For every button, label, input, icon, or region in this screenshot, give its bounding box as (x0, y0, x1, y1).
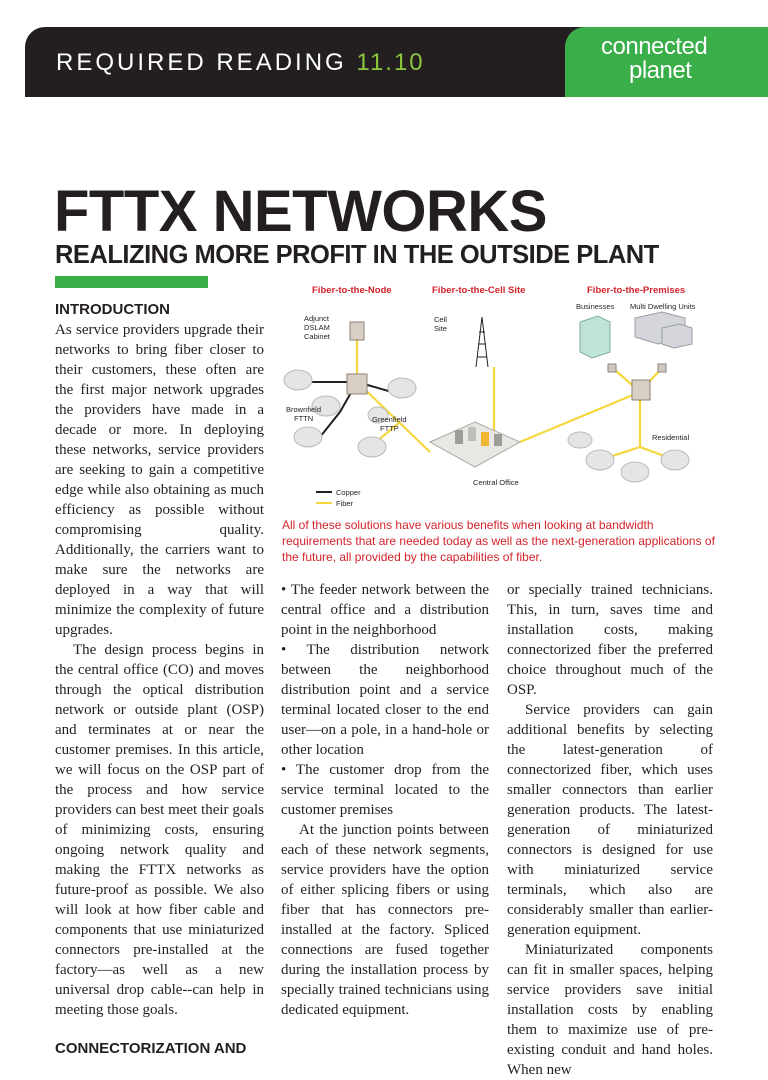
title-accent-bar (55, 276, 208, 288)
bullet-drop: • The customer drop from the service terminal located to the customer premises (281, 762, 489, 818)
section-name: REQUIRED READING (56, 49, 347, 76)
header-bar (25, 27, 768, 97)
heading-fiber-to-premises: Fiber-to-the-Premises (587, 285, 686, 296)
column-3 (507, 580, 713, 1080)
intro-paragraph-2: The design process begins in the central office (CO) and moves through the optical distribution network or outside plant (OSP) and terminates at or near the customer premises. In this article, we will focus on the OSP part of the process and how service providers can best meet their goals of minimizing costs, ensuring ongoing network quality and making the FTTX networks as future-proof as possible. We also will look at how fiber cable and components that use miniaturized connectors pre-installed at the factory—as well as a new universal drop cable--can help in meeting those goals. (55, 642, 264, 1018)
heading-fiber-to-node: Fiber-to-the-Node (312, 285, 392, 296)
heading-fiber-to-cell: Fiber-to-the-Cell Site (432, 285, 526, 296)
intro-paragraph-1: As service providers upgrade their networks to bring fiber closer to their customers, these often are the first major network upgrades the providers have made in a decade or more. In deploying these networks, service providers are seeking to gain a competitive edge while also obtaining as much efficiency as possible without compromising quality. Additionally, the carriers want to make sure the networks are deployed in a way that will minimize the complexity of future upgrades. (55, 322, 264, 638)
label-brownfield: Brownfield (286, 405, 322, 414)
diagram-caption: All of these solutions have various benefits when looking at bandwidth requirements that are needed today as well as the next-generation applications of the future, all provided by the capabilities of fiber. (282, 518, 715, 564)
label-fttn: FTTN (294, 414, 314, 423)
section-label (56, 49, 425, 77)
brand-logo (565, 27, 768, 97)
label-cell: Cell (434, 315, 447, 324)
issue-number: 11.10 (356, 49, 425, 76)
bullet-distribution: • The distribution network between the neighborhood distribution point and a service terminal located closer to the end user—on a pole, in a hand-hole or other location (281, 642, 489, 758)
col3-paragraph-1: or specially trained technicians. This, in turn, saves time and installation costs, making connectorized fiber the preferred choice throughout much of the OSP. (507, 582, 713, 698)
section-heading: CONNECTORIZATION AND (55, 1040, 247, 1057)
central-office-icon (430, 422, 520, 467)
house-icons (284, 370, 689, 482)
article-title: FTTX NETWORKS (54, 179, 547, 244)
fttx-network-diagram (280, 282, 720, 512)
col2-paragraph: At the junction points between each of these network segments, service providers have the option of either splicing fibers or using fiber that has connectors pre-installed at the factory. Spliced connections are fused together during the installation process by specially trained technicians using dedicated equipment. (281, 822, 489, 1018)
column-1 (55, 300, 264, 1059)
label-dslam: DSLAM (304, 323, 330, 332)
cell-tower-icon (476, 317, 488, 367)
label-mdu: Multi Dwelling Units (630, 302, 696, 311)
business-building-icon (580, 316, 610, 358)
legend-copper-label: Copper (336, 488, 361, 497)
bullet-feeder: • The feeder network between the central office and a distribution point in the neighborhood (281, 582, 489, 638)
label-cabinet: Cabinet (304, 332, 330, 341)
label-fttp: FTTP (380, 424, 399, 433)
col3-paragraph-3: Miniaturizated components can fit in smaller spaces, helping service providers save initial installation costs by enabling them to maximize use of pre-existing conduit and hand holes. When new (507, 942, 713, 1078)
intro-heading: INTRODUCTION (55, 301, 170, 318)
column-2 (281, 580, 489, 1020)
mdu-building-icon (635, 312, 692, 348)
brand-line-2: planet (629, 57, 692, 84)
label-residential: Residential (652, 433, 690, 442)
label-central-office: Central Office (473, 478, 519, 487)
brand-line-1: connected (601, 33, 708, 60)
col3-paragraph-2: Service providers can gain additional benefits by selecting the latest-generation of connectorized fiber, which uses smaller connectors than earlier generation products. The latest-generation of miniaturized connectors is designed for use with miniaturized service terminals, which also are considerably smaller than earlier-generation equipment. (507, 702, 713, 938)
article-subtitle: REALIZING MORE PROFIT IN THE OUTSIDE PLANT (55, 241, 659, 269)
legend-fiber-label: Fiber (336, 499, 354, 508)
label-adjunct: Adjunct (304, 314, 330, 323)
label-greenfield: Greenfield (372, 415, 407, 424)
label-site: Site (434, 324, 447, 333)
label-businesses: Businesses (576, 302, 615, 311)
